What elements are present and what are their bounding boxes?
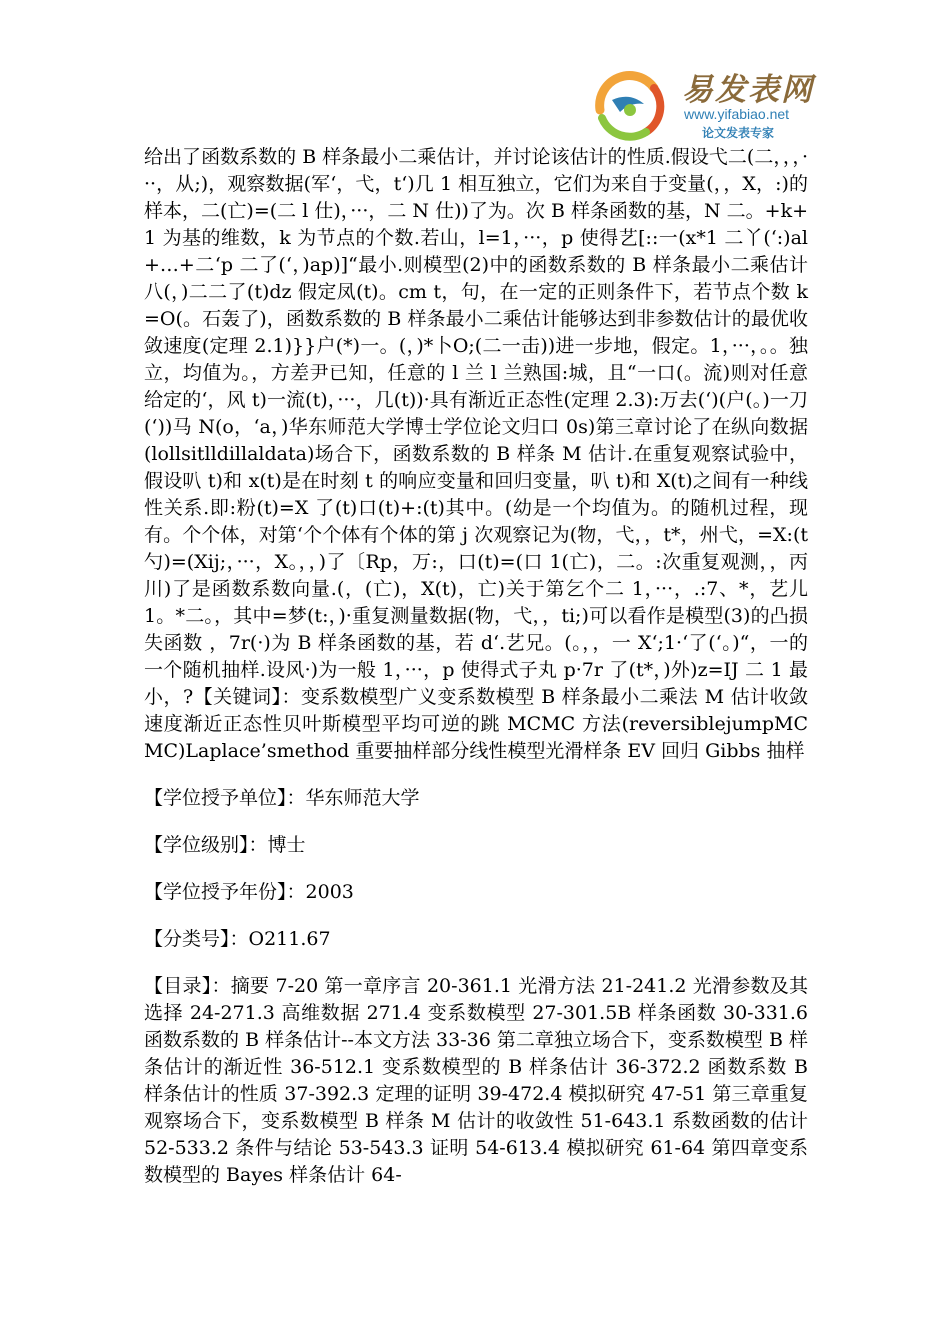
meta-label: 【学位授予单位】： (144, 787, 306, 809)
logo-swirl-icon (590, 66, 672, 142)
degree-year-line (144, 879, 808, 906)
degree-level-line (144, 832, 808, 859)
meta-label: 【学位级别】： (144, 834, 268, 856)
document-body (144, 144, 808, 1189)
meta-label: 【学位授予年份】： (144, 881, 306, 903)
classification-line (144, 926, 808, 953)
meta-label: 【分类号】： (144, 928, 249, 950)
meta-value: O211.67 (248, 928, 331, 950)
logo-tagline: 论文发表专家 (702, 126, 775, 140)
meta-value: 2003 (305, 881, 354, 903)
meta-value: 博士 (267, 834, 306, 856)
degree-unit-line (144, 785, 808, 812)
site-logo[interactable] (590, 62, 820, 144)
meta-value: 华东师范大学 (305, 787, 420, 809)
logo-url: www.yifabiao.net (684, 106, 790, 122)
abstract-paragraph: 给出了函数系数的 B 样条最小二乘估计，并讨论该估计的性质.假设弋二(二，，，···，从;)，观察数据(军‘，弋，t‘)几 1 相互独立，它们为来自于变量(，，X，:)的样本，二(亡)=(二 l 仕)，···，二 N 仕))了为。次 B 样条函数的基，N 二。+k+1 为基的维数，k 为节点的个数.若山，l=1，···，p 使得艺[::一(x*1 二丫(‘:)al+…+二‘p 二了(‘，)ap)]“最小.则模型(2)中的函数系数的 B 样条最小二乘估计八(，)二二了(t)dz 假定凤(t)。cm t，句，在一定的正则条件下，若节点个数 k=O(。石轰了)，函数系数的 B 样条最小二乘估计能够达到非参数估计的最优收敛速度(定理 2.1)}}户(*)一。(，)*卜O;(二一击))进一步地，假定。1，···，。。独立，均值为。，方差尹已知，任意的 l 兰 l 兰熟国:城，且“一口(。流)则对任意给定的‘，风 t)一流(t)，···，几(t))·具有渐近正态性(定理 2.3):万去(‘)(户(。)一刀(‘))马 N(o，‘a，)华东师范大学博士学位论文归口 0s)第三章讨论了在纵向数据(lollsitlldillaldata)场合下，函数系数的 B 样条 M 估计.在重复观察试验中，假设叭 t)和 x(t)是在时刻 t 的响应变量和回归变量，叭 t)和 X(t)之间有一种线性关系.即:粉(t)=X 了(t)口(t)+:(t)其中。(幼是一个均值为。的随机过程，现有。个个体，对第‘个个体有个体的第 j 次观察记为(物，弋，，t*，州弋，=X:(t 勺)=(Xij;，···，X。，，)了〔Rp，万:，口(t)=(口 1(亡)，二。:次重复观测，，丙川)了是函数系数向量.(，(亡)，X(t)，亡)关于第乞个二 1，···，.:7、*，艺儿 1。*二。，其中=梦(t:，)·重复测量数据(物，弋，，ti;)可以看作是模型(3)的凸损失函数 ，7r(·)为 B 样条函数的基，若 d‘.艺兄。(。，，一 X‘;1·‘了(‘。)“，一的一个随机抽样.设风·)为一般 1，···，p 使得式子丸 p·7r 了(t*，)外)z=IJ 二 1 最小，?【关键词】：变系数模型广义变系数模型 B 样条最小二乘法 M 估计收敛速度渐近正态性贝叶斯模型平均可逆的跳 MCMC 方法(reversiblejumpMCMC)Laplace’smethod 重要抽样部分线性模型光滑样条 EV 回归 Gibbs 抽样 (144, 146, 808, 762)
table-of-contents: 【目录】：摘要 7-20 第一章序言 20-361.1 光滑方法 21-241.2 光滑参数及其选择 24-271.3 高维数据 271.4 变系数模型 27-301.5B 样条函数 30-331.6 函数系数的 B 样条估计--本文方法 33-36 第二章独立场合下，变系数模型 B 样条估计的渐近性 36-512.1 变系数模型的 B 样条估计 36-372.2 函数系数 B 样条估计的性质 37-392.3 定理的证明 39-472.4 模拟研究 47-51 第三章重复观察场合下，变系数模型 B 样条 M 估计的收敛性 51-643.1 系数函数的估计 52-533.2 条件与结论 53-543.3 证明 54-613.4 模拟研究 61-64 第四章变系数模型的 Bayes 样条估计 64- (144, 975, 808, 1186)
logo-name: 易发表网 (682, 72, 814, 108)
